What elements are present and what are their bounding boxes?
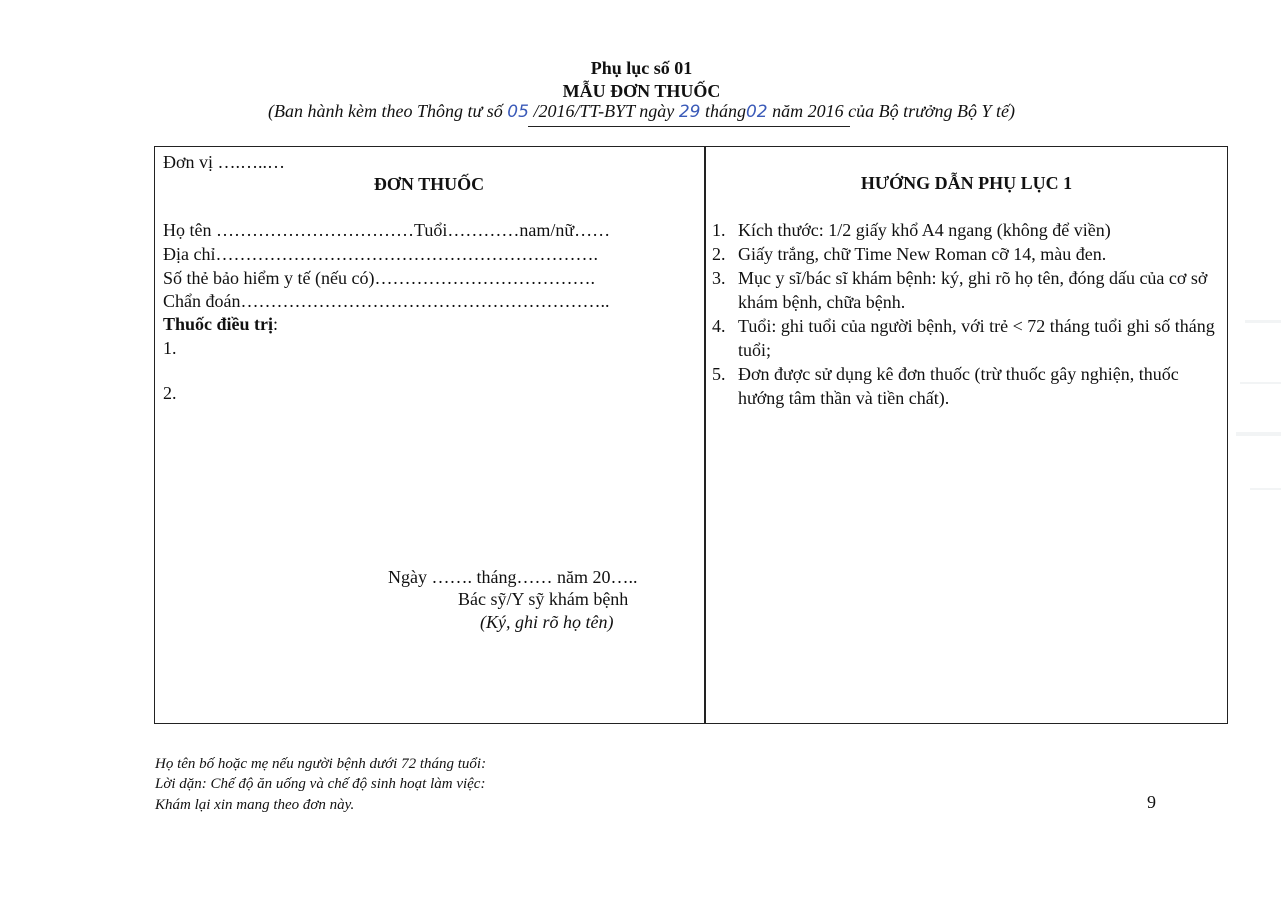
guide-item-number: 3.	[712, 268, 726, 288]
guide-item-number: 4.	[712, 316, 726, 336]
scan-artifact	[1245, 320, 1281, 323]
scan-artifact	[1240, 382, 1281, 384]
guide-item	[712, 218, 1222, 242]
appendix-label: Phụ lục số 01	[590, 58, 693, 78]
issuance-prefix: (Ban hành kèm theo Thông tư số	[268, 101, 508, 121]
medication-item-2: 2.	[163, 383, 177, 403]
treatment-label: Thuốc điều trị	[163, 314, 274, 334]
month-handwritten: 02	[745, 102, 768, 122]
form-column-divider	[704, 146, 706, 724]
issuance-note	[268, 101, 1015, 122]
address-field: Địa chỉ……………………………………………………….	[163, 244, 598, 264]
advice-note: Lời dặn: Chế độ ăn uống và chế độ sinh hoạt làm việc:	[155, 776, 486, 792]
doctor-signature-label: Bác sỹ/Y sỹ khám bệnh	[458, 589, 629, 609]
parent-name-note: Họ tên bố hoặc mẹ nếu người bệnh dưới 72 tháng tuổi:	[155, 756, 487, 772]
treatment-heading	[163, 314, 278, 335]
revisit-note: Khám lại xin mang theo đơn này.	[155, 797, 355, 813]
name-age-field: Họ tên ……………………………Tuổi…………nam/nữ……	[163, 220, 611, 240]
insurance-card-field: Số thẻ bảo hiểm y tế (nếu có)……………………………….	[163, 268, 595, 288]
issuance-mid: /2016/TT-BYT ngày	[528, 101, 679, 121]
date-field: Ngày ……. tháng…… năm 20…..	[388, 567, 638, 587]
guide-item	[712, 314, 1222, 362]
guide-item-text: Giấy trắng, chữ Time New Roman cỡ 14, màu đen.	[738, 244, 1107, 264]
guide-item	[712, 242, 1222, 266]
guide-item-text: Đơn được sử dụng kê đơn thuốc (trừ thuốc gây nghiện, thuốc hướng tâm thần và tiền chất).	[738, 364, 1179, 408]
guide-item	[712, 266, 1222, 314]
scan-artifact	[1250, 488, 1281, 490]
guide-item-number: 1.	[712, 220, 726, 240]
prescription-title: ĐƠN THUỐC	[373, 174, 485, 194]
guide-item	[712, 362, 1222, 410]
diagnosis-field: Chẩn đoán……………………………………………………..	[163, 291, 610, 311]
signature-instruction: (Ký, ghi rõ họ tên)	[480, 612, 614, 632]
medication-item-1: 1.	[163, 338, 177, 358]
guide-item-number: 2.	[712, 244, 726, 264]
circular-number-handwritten: 05	[507, 102, 529, 122]
guide-item-number: 5.	[712, 364, 726, 384]
issuance-month-word: tháng	[700, 101, 746, 121]
page-number: 9	[1147, 792, 1156, 812]
day-handwritten: 29	[678, 102, 701, 122]
guide-item-text: Kích thước: 1/2 giấy khổ A4 ngang (không để viền)	[738, 220, 1111, 240]
guide-item-text: Mục y sĩ/bác sĩ khám bệnh: ký, ghi rõ họ tên, đóng dấu của cơ sở khám bệnh, chữa bệnh.	[738, 268, 1208, 312]
guide-title: HƯỚNG DẪN PHỤ LỤC 1	[860, 173, 1073, 193]
issuance-suffix: năm 2016 của Bộ trưởng Bộ Y tế)	[767, 101, 1016, 121]
issuance-underline	[528, 126, 850, 127]
guide-list	[712, 218, 1222, 410]
unit-field: Đơn vị ….…..…	[163, 152, 286, 172]
guide-item-text: Tuổi: ghi tuổi của người bệnh, với trẻ < 72 tháng tuổi ghi số tháng tuổi;	[738, 316, 1215, 360]
treatment-colon: :	[273, 314, 279, 334]
form-title: MẪU ĐƠN THUỐC	[562, 81, 721, 101]
scan-artifact	[1236, 432, 1281, 436]
